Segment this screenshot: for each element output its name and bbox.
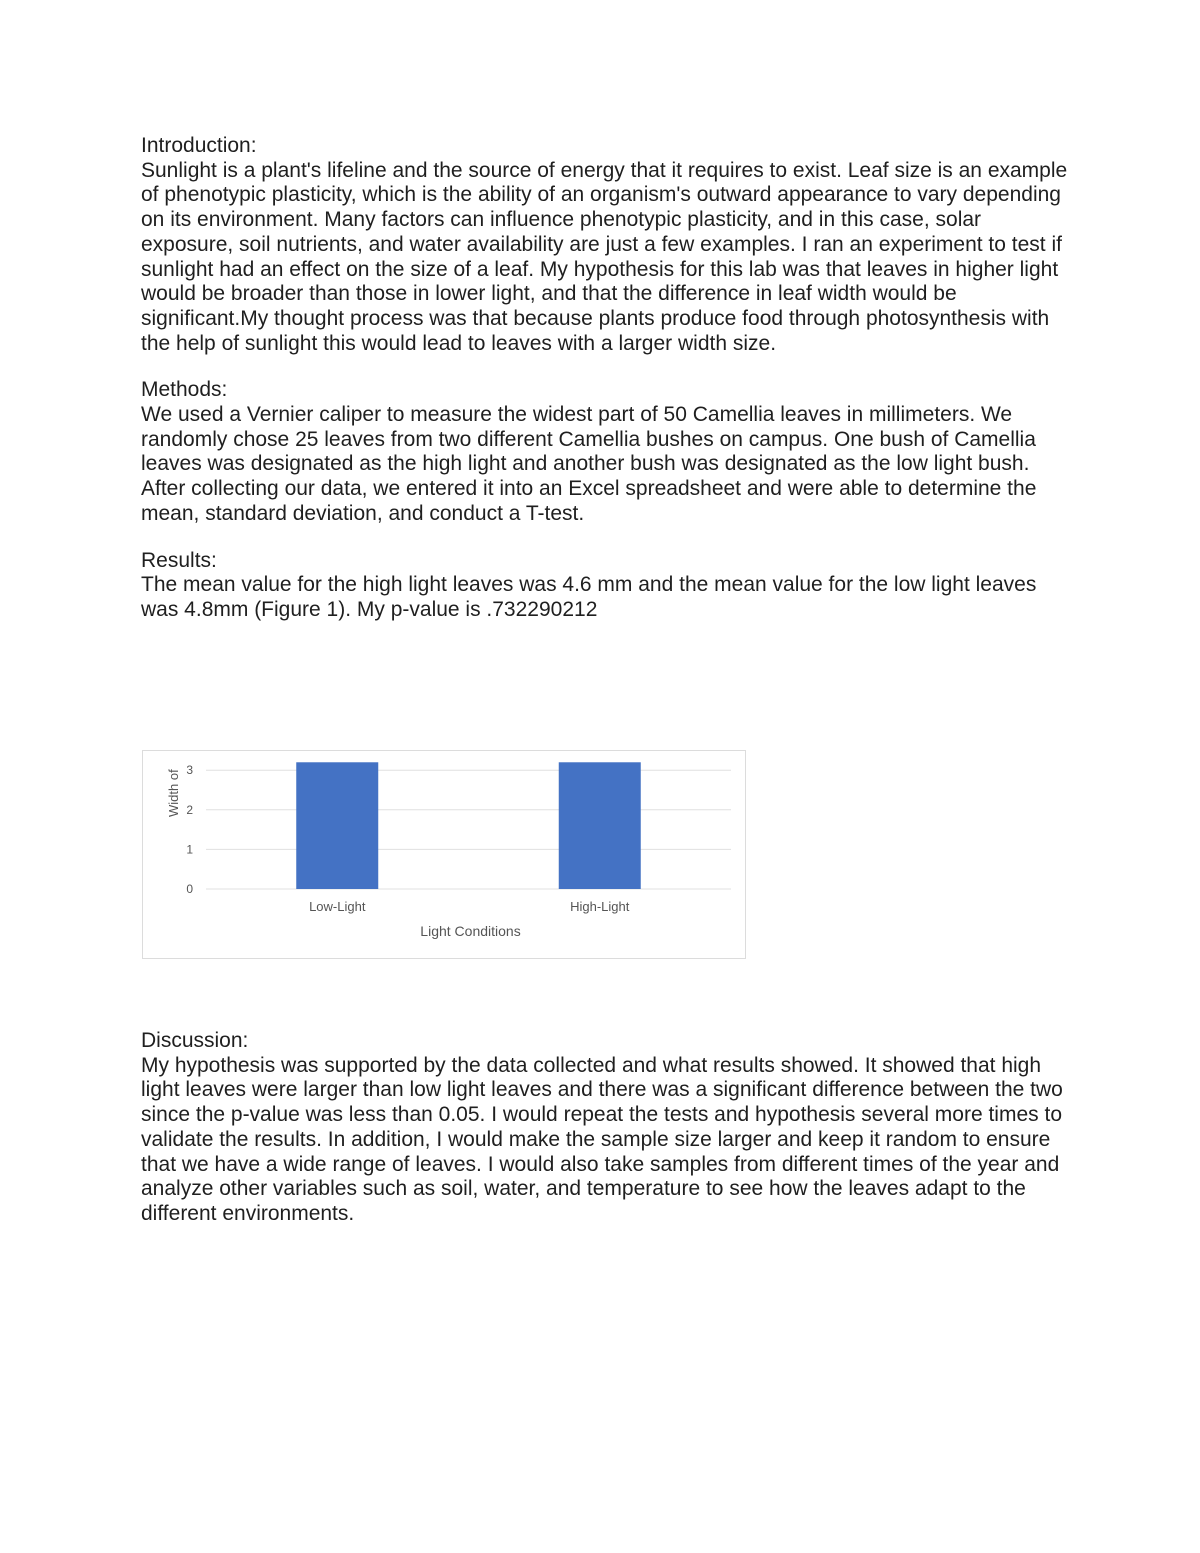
discussion-body: My hypothesis was supported by the data collected and what results showed. It showed that high light leaves were larger than low light leaves and there was a significant difference between the two since the p-value was less than 0.05. I would repeat the tests and hypothesis several more times to validate the results. In addition, I would make the sample size larger and keep it random to ensure that we have a wide range of leaves. I would also take samples from different times of the year and analyze other variables such as soil, water, and temperature to see how the leaves adapt to the different environments. [141, 1053, 1063, 1225]
y-tick-label: 2 [186, 802, 193, 817]
introduction-heading: Introduction: [141, 134, 257, 157]
discussion-heading: Discussion: [141, 1029, 249, 1052]
x-tick-label: High-Light [570, 899, 630, 914]
methods-heading: Methods: [141, 378, 228, 402]
y-tick-label: 0 [186, 882, 193, 896]
discussion-section [141, 1029, 1071, 1227]
figure-1-chart [142, 750, 746, 959]
bar [559, 762, 641, 889]
introduction-body: Sunlight is a plant's lifeline and the source of energy that it requires to exist. Leaf size is an example of phenotypic plasticity, which is the ability of an organism's outward appearance to vary depending on its environment. Many factors can influence phenotypic plasticity, and in this case, solar exposure, soil nutrients, and water availability are just a few examples. I ran an experiment to test if sunlight had an effect on the size of a leaf. My hypothesis for this lab was that leaves in higher light would be broader than those in lower light, and that the difference in leaf width would be significant.My thought process was that because plants produce food through photosynthesis with the help of sunlight this would lead to leaves with a larger width size. [141, 158, 1068, 355]
y-tick-label: 3 [186, 763, 193, 778]
bar [296, 762, 378, 889]
introduction-section [141, 134, 1071, 356]
x-axis-title: Light Conditions [420, 923, 521, 939]
y-axis-title: Width of [166, 769, 181, 817]
document-page [141, 134, 1071, 623]
y-tick-label: 1 [186, 842, 193, 857]
methods-section [141, 378, 1071, 526]
results-heading: Results: [141, 548, 217, 572]
methods-body: We used a Vernier caliper to measure the widest part of 50 Camellia leaves in millimeters. We randomly chose 25 leaves from two different Camellia bushes on campus. One bush of Camellia leaves was designated as the high light and another bush was designated as the low light bush. After collecting our data, we entered it into an Excel spreadsheet and were able to determine the mean, standard deviation, and conduct a T-test. [141, 403, 1037, 525]
results-body: The mean value for the high light leaves was 4.6 mm and the mean value for the low light leaves was 4.8mm (Figure 1). My p-value is .732290212 [141, 573, 1037, 621]
results-section [141, 549, 1071, 623]
x-tick-label: Low-Light [309, 899, 366, 914]
bar-chart-svg [143, 751, 747, 960]
